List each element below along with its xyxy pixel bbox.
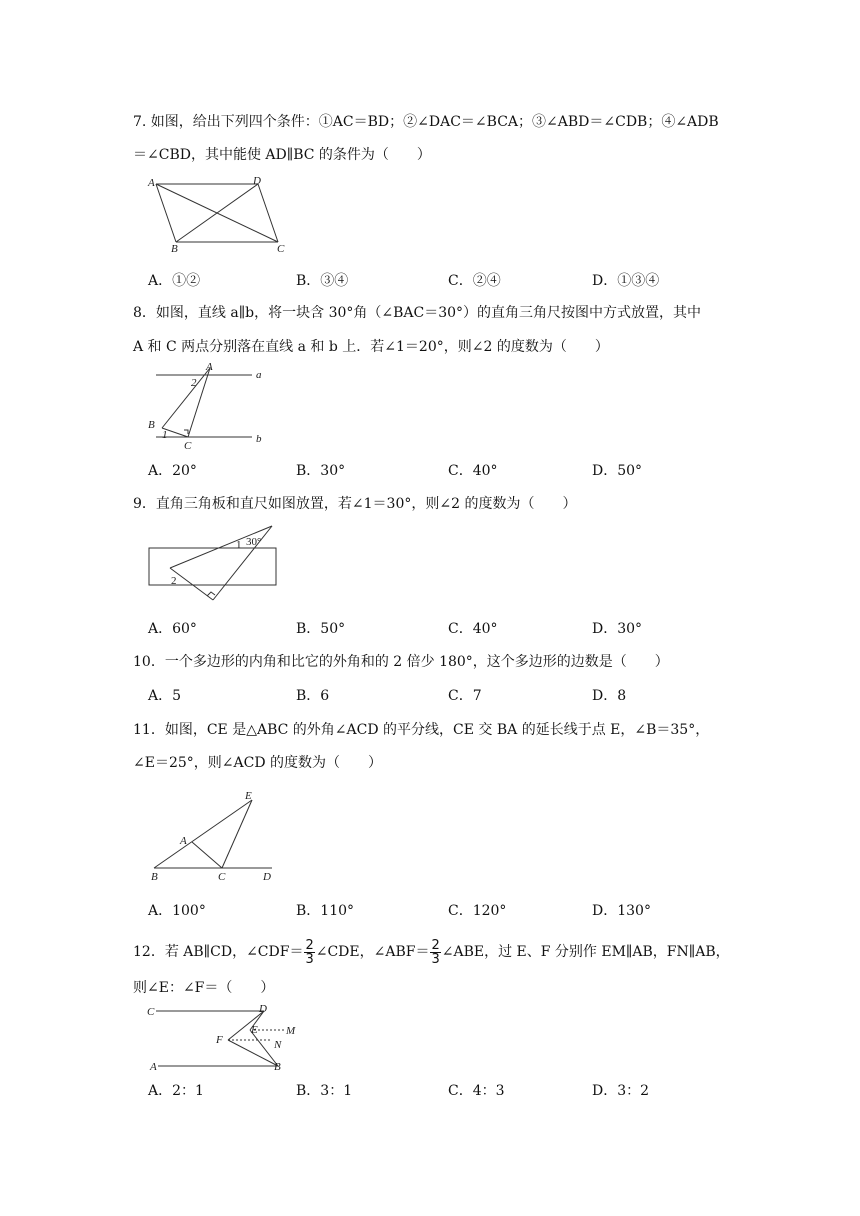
q9-angle-2: 2	[171, 575, 177, 587]
q12-fraction-2	[430, 939, 440, 966]
q8-figure	[140, 360, 280, 455]
q12-frac1-numerator: 2	[305, 937, 314, 953]
q12-figure	[140, 1000, 310, 1075]
q11-option-c[interactable]: C．120°	[448, 903, 507, 919]
q8-option-d[interactable]: D．50°	[592, 463, 643, 479]
q11-stem-line1: 11．如图，CE 是△ABC 的外角∠ACD 的平分线，CE 交 BA 的延长线于点 E，∠B＝35°，	[133, 722, 710, 738]
q10-option-c[interactable]: C．7	[448, 688, 482, 704]
q10-option-d[interactable]: D．8	[592, 688, 627, 704]
q8-option-a[interactable]: A．20°	[148, 463, 197, 479]
q9-angle-1: 1	[236, 539, 242, 551]
q12-frac1-denominator: 3	[305, 951, 314, 967]
q11-option-a[interactable]: A．100°	[148, 903, 206, 919]
q8-option-c[interactable]: C．40°	[448, 463, 498, 479]
q9-option-c[interactable]: C．40°	[448, 621, 498, 637]
q8-option-b[interactable]: B．30°	[296, 463, 346, 479]
q7-stem-line1: 7. 如图，给出下列四个条件：①AC＝BD；②∠DAC＝∠BCA；③∠ABD＝∠CDB；④∠ADB	[133, 114, 719, 130]
q12-stem-line1	[133, 936, 730, 968]
q12-option-a[interactable]: A．2：1	[148, 1083, 204, 1099]
q10-stem-line1: 10．一个多边形的内角和比它的外角和的 2 倍少 180°，这个多边形的边数是（ ）	[133, 654, 669, 670]
q11-option-d[interactable]: D．130°	[592, 903, 651, 919]
q8-label-a-line: a	[256, 369, 262, 381]
q11-figure	[140, 788, 290, 888]
q12-stem-suffix: ∠ABE，过 E、F 分别作 EM∥AB，FN∥AB，	[441, 944, 730, 960]
q12-fraction-1	[304, 939, 314, 966]
q8-label-c: C	[184, 440, 192, 452]
q8-stem-line2: A 和 C 两点分别落在直线 a 和 b 上．若∠1＝20°，则∠2 的度数为（ ）	[133, 339, 609, 355]
q12-label-e: E	[251, 1024, 258, 1036]
q7-label-c: C	[277, 243, 285, 255]
q12-option-d[interactable]: D．3：2	[592, 1083, 650, 1099]
q9-option-d[interactable]: D．30°	[592, 621, 643, 637]
q12-label-m: M	[286, 1025, 296, 1037]
q7-option-d[interactable]: D．①③④	[592, 273, 660, 289]
q10-option-a[interactable]: A．5	[148, 688, 182, 704]
q12-label-f: F	[216, 1034, 223, 1046]
q12-label-b: B	[274, 1061, 281, 1073]
q12-stem-line2: 则∠E：∠F＝（ ）	[133, 980, 275, 996]
q7-stem-line2: ＝∠CBD，其中能使 AD∥BC 的条件为（ ）	[133, 147, 431, 163]
q11-option-b[interactable]: B．110°	[296, 903, 355, 919]
q8-angle-2: 2	[191, 377, 197, 389]
q12-stem-mid: ∠CDE，∠ABF＝	[315, 944, 430, 960]
q7-option-a[interactable]: A．①②	[148, 273, 201, 289]
q12-label-d: D	[259, 1003, 267, 1015]
q12-frac2-denominator: 3	[431, 951, 440, 967]
q12-label-n: N	[274, 1039, 282, 1051]
q12-option-c[interactable]: C．4：3	[448, 1083, 505, 1099]
q12-stem-prefix: 12．若 AB∥CD，∠CDF＝	[133, 944, 304, 960]
q12-frac2-numerator: 2	[431, 937, 440, 953]
q8-stem-line1: 8．如图，直线 a∥b，将一块含 30°角（∠BAC＝30°）的直角三角尺按图中方式放置，其中	[133, 305, 702, 321]
q7-label-a: A	[148, 177, 155, 189]
q11-label-b: B	[151, 871, 158, 883]
q9-option-b[interactable]: B．50°	[296, 621, 346, 637]
q10-option-b[interactable]: B．6	[296, 688, 330, 704]
q7-label-d: D	[253, 175, 261, 187]
q11-label-a: A	[180, 835, 187, 847]
q8-angle-1: 1	[162, 429, 168, 441]
q7-label-b: B	[171, 243, 178, 255]
q9-option-a[interactable]: A．60°	[148, 621, 197, 637]
q7-option-c[interactable]: C．②④	[448, 273, 501, 289]
q12-label-c: C	[147, 1006, 155, 1018]
q7-figure	[140, 172, 300, 262]
q11-stem-line2: ∠E＝25°，则∠ACD 的度数为（ ）	[133, 755, 382, 771]
q7-option-b[interactable]: B．③④	[296, 273, 349, 289]
q8-label-b: B	[148, 419, 155, 431]
q9-angle-30: 30°	[246, 536, 262, 548]
q9-stem-line1: 9．直角三角板和直尺如图放置，若∠1＝30°，则∠2 的度数为（ ）	[133, 496, 577, 512]
q11-label-e: E	[245, 790, 252, 802]
q12-label-a: A	[150, 1061, 157, 1073]
q11-label-d: D	[263, 871, 271, 883]
q8-label-b-line: b	[256, 433, 262, 445]
q12-option-b[interactable]: B．3：1	[296, 1083, 353, 1099]
q8-label-a: A	[206, 361, 213, 373]
q11-label-c: C	[218, 871, 226, 883]
q9-figure	[140, 522, 290, 607]
